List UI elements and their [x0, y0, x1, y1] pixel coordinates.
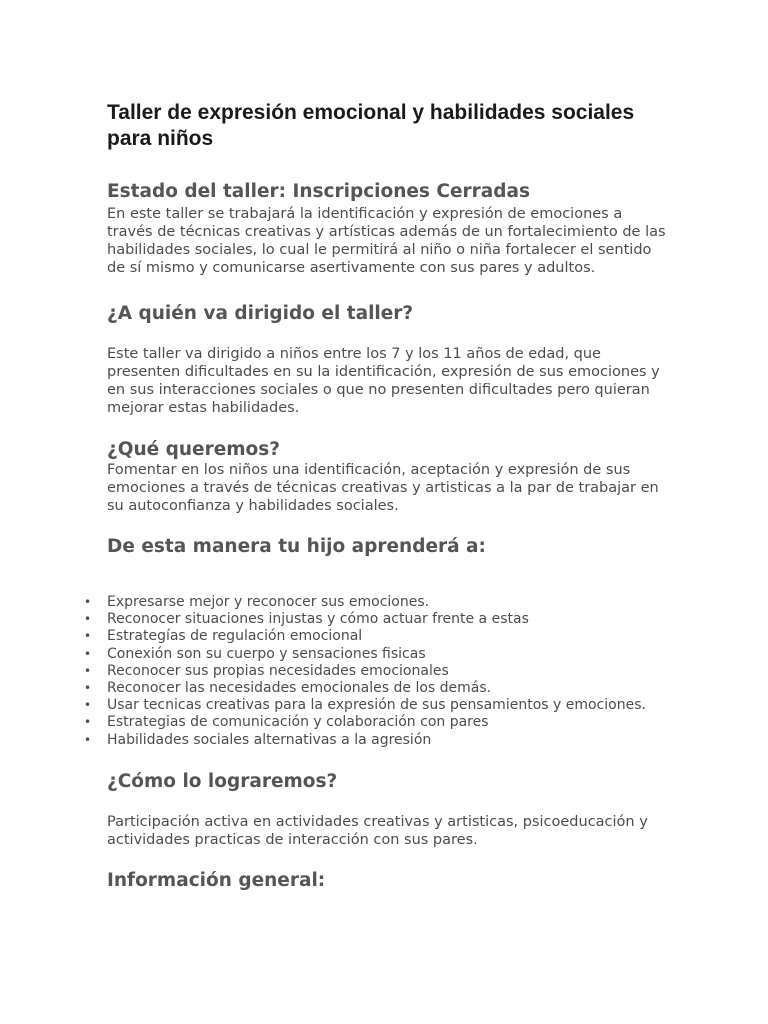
bullet-icon: •: [84, 595, 92, 609]
learn-list: [84, 594, 667, 749]
bullet-icon: •: [84, 732, 92, 747]
document-page: [84, 100, 667, 892]
list-item-text: Reconocer las necesidades emocionales de los demás.: [107, 680, 492, 697]
intro-paragraph: En este taller se trabajará la identificación y expresión de emociones a través de técnicas creativas y artísticas además de un fortalecimiento de las habilidades sociales, lo cual le permitirá al niño o niña fortalecer el sentido de sí mismo y comunicarse asertivamente con sus pares y adultos.: [107, 206, 666, 276]
list-item: [84, 680, 667, 697]
list-item-text: Habilidades sociales alternativas a la agresión: [107, 731, 432, 748]
list-item: [84, 611, 667, 628]
list-item-text: Estrategías de regulación emocional: [107, 628, 363, 645]
method-heading: ¿Cómo lo lograremos?: [107, 770, 338, 792]
list-item-text: Conexión son su cuerpo y sensaciones fisicas: [107, 645, 426, 662]
list-item-text: Expresarse mejor y reconocer sus emociones.: [107, 594, 430, 610]
bullet-icon: •: [84, 612, 92, 627]
target-paragraph: Este taller va dirigido a niños entre los 7 y los 11 años de edad, que presenten dificultades en su la identificación, expresión de sus emociones y en sus interacciones sociales o que no presenten dificultades pero quieran mejorar estas habilidades.: [107, 346, 660, 416]
list-item: [84, 662, 667, 680]
bullet-icon: •: [84, 698, 92, 713]
list-item: [84, 731, 667, 749]
list-item-text: Reconocer situaciones injustas y cómo actuar frente a estas: [107, 611, 529, 628]
list-item: [84, 714, 667, 731]
method-paragraph: Participación activa en actividades creativas y artisticas, psicoeducación y actividades practicas de interacción con sus pares.: [107, 813, 648, 848]
list-item: [84, 645, 667, 663]
bullet-icon: •: [84, 681, 92, 696]
list-item-text: Usar tecnicas creativas para la expresión de sus pensamientos y emociones.: [107, 697, 646, 714]
target-heading: ¿A quién va dirigido el taller?: [107, 303, 414, 324]
info-heading: Información general:: [107, 869, 326, 891]
goals-paragraph: Fomentar en los niños una identificación, aceptación y expresión de sus emociones a través de técnicas creativas y artisticas a la par de trabajar en su autoconfianza y habilidades sociales.: [107, 462, 659, 514]
list-item-text: Estrategias de comunicación y colaboración con pares: [107, 714, 489, 731]
bullet-icon: •: [84, 663, 92, 678]
list-item: [84, 628, 667, 645]
bullet-icon: •: [84, 646, 92, 661]
list-item: [84, 697, 667, 714]
list-item-text: Reconocer sus propias necesidades emocionales: [107, 662, 449, 679]
bullet-icon: •: [84, 715, 92, 730]
page-title: Taller de expresión emocional y habilidades sociales para niños: [107, 101, 635, 150]
bullet-icon: •: [84, 629, 92, 644]
goals-heading: ¿Qué queremos?: [107, 439, 280, 460]
list-item: [84, 594, 667, 611]
status-heading: Estado del taller: Inscripciones Cerradas: [107, 181, 530, 202]
learn-heading: De esta manera tu hijo aprenderá a:: [107, 536, 486, 557]
